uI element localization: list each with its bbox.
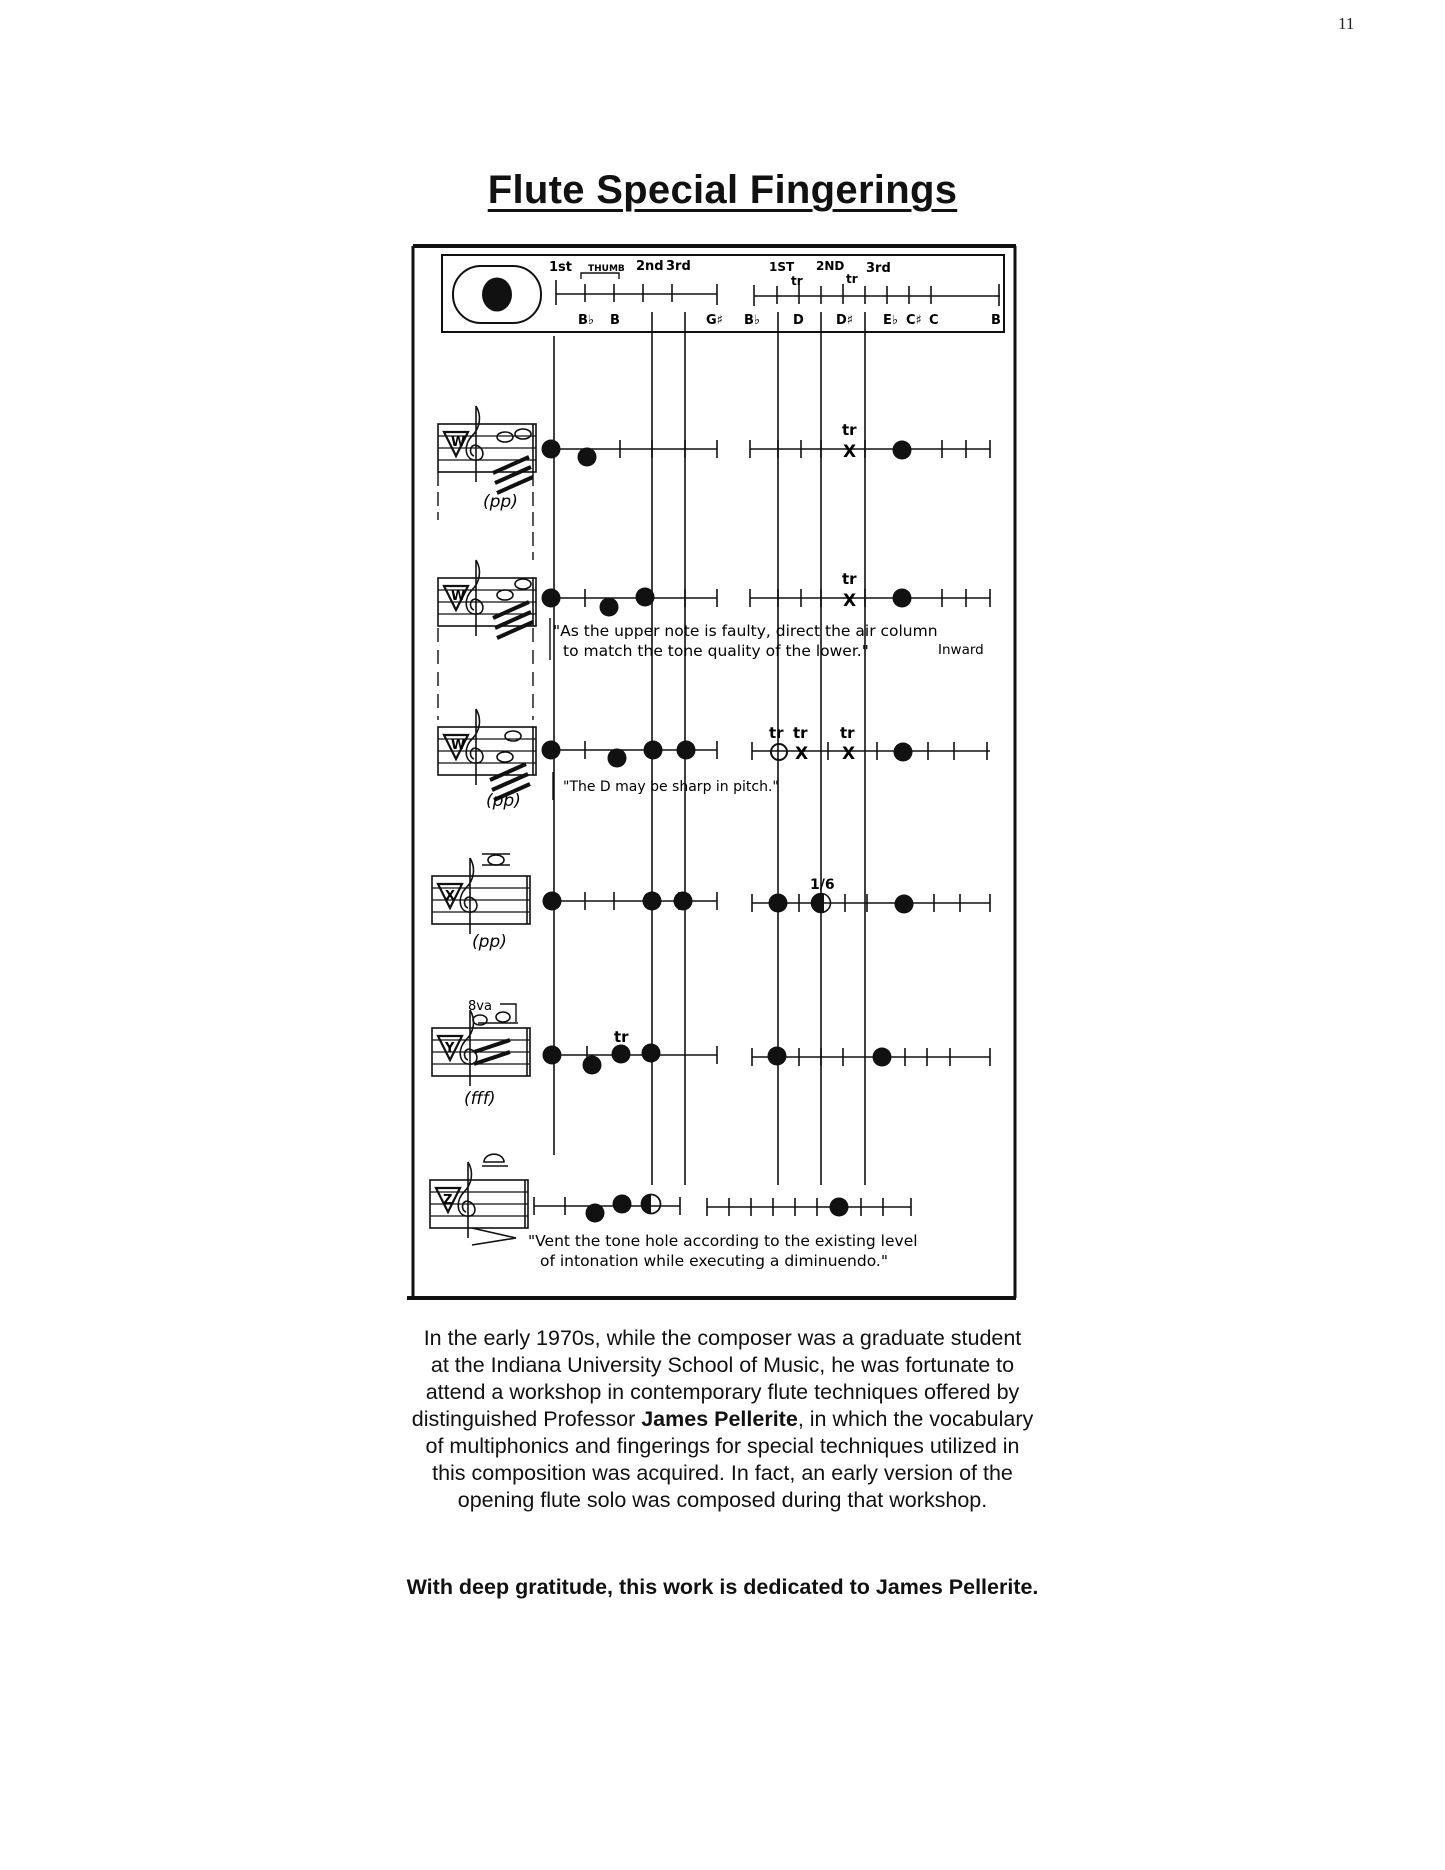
- dedication: With deep gratitude, this work is dedicated to James Pellerite.: [406, 1575, 1039, 1599]
- fingering-row-4: [432, 854, 990, 952]
- rh-tr2-label: tr: [846, 272, 858, 286]
- performance-note-inward: Inward: [938, 642, 984, 658]
- performance-note: "The D may be sharp in pitch.": [563, 779, 779, 795]
- trill-x-icon: X: [795, 744, 809, 764]
- trill-marking: tr: [840, 724, 855, 742]
- body-line: of multiphonics and fingerings for special techniques utilized in: [425, 1434, 1020, 1458]
- row-label-w: W: [451, 589, 466, 604]
- key-b-left: B: [610, 313, 620, 328]
- performance-note: "Vent the tone hole according to the existing level: [528, 1232, 918, 1250]
- header-key-diagram: [442, 255, 1004, 332]
- performance-note: "As the upper note is faulty, direct the air column: [553, 622, 938, 640]
- octave-marking: 8va: [468, 999, 492, 1014]
- dynamic-marking: (pp): [486, 791, 521, 811]
- key-d-sharp: D♯: [836, 313, 854, 328]
- body-text-span: distinguished Professor: [411, 1407, 642, 1431]
- fingering-row-3: [438, 709, 990, 811]
- trill-x-icon: X: [843, 442, 857, 462]
- page-number: 11: [1338, 14, 1355, 33]
- row-label-y: Y: [445, 1041, 455, 1056]
- rh-3rd-label: 3rd: [866, 261, 891, 276]
- trill-x-icon: X: [842, 744, 856, 764]
- closed-hole-icon: [542, 440, 561, 459]
- dynamic-marking: (fff): [464, 1089, 496, 1109]
- open-trill-key-icon: [771, 744, 787, 760]
- diminuendo-hairpin-icon: [472, 1228, 516, 1245]
- vent-fraction: 1/6: [810, 877, 835, 893]
- row-label-w: W: [451, 738, 466, 753]
- body-line: opening flute solo was composed during that workshop.: [457, 1488, 988, 1512]
- key-c: C: [929, 313, 939, 328]
- rh-1st-label: 1ST: [769, 260, 795, 274]
- trill-marking: tr: [842, 570, 857, 588]
- key-bb-left: B♭: [578, 313, 595, 328]
- closed-hole-icon: [893, 441, 912, 460]
- body-line: In the early 1970s, while the composer was a graduate student: [423, 1326, 1022, 1350]
- lh-thumb-label: THUMB: [588, 264, 625, 274]
- trill-marking: tr: [614, 1028, 629, 1046]
- fingering-row-5: [432, 999, 990, 1109]
- key-bb-right: B♭: [744, 313, 761, 328]
- rh-2nd-label: 2ND: [816, 259, 845, 273]
- chart-outer-frame: [407, 246, 1016, 1298]
- key-d: D: [793, 313, 804, 328]
- row-label-x: X: [445, 889, 456, 904]
- performance-note: of intonation while executing a diminuendo.": [540, 1252, 888, 1270]
- key-b-right: B: [991, 313, 1001, 328]
- lh-2nd-label: 2nd: [636, 259, 664, 274]
- trill-x-icon: X: [843, 591, 857, 611]
- lh-1st-label: 1st: [549, 260, 572, 275]
- column-guide-lines: [554, 312, 865, 1185]
- trill-marking: tr: [769, 724, 784, 742]
- rh-tr1-label: tr: [791, 274, 803, 288]
- trill-marking: tr: [842, 421, 857, 439]
- trill-marking: tr: [793, 724, 808, 742]
- body-line: [330, 1406, 1115, 1433]
- embouchure-hole-icon: [453, 266, 541, 323]
- lh-3rd-label: 3rd: [666, 259, 691, 274]
- key-c-sharp: C♯: [906, 313, 922, 328]
- body-line: at the Indiana University School of Music, he was fortunate to: [430, 1353, 1015, 1377]
- key-e-flat: E♭: [883, 313, 899, 328]
- professor-name: James Pellerite: [641, 1407, 798, 1431]
- body-paragraph: [330, 1325, 1115, 1514]
- closed-hole-icon: [578, 448, 597, 467]
- body-line: attend a workshop in contemporary flute techniques offered by: [425, 1380, 1020, 1404]
- key-g-sharp: G♯: [706, 313, 723, 328]
- dynamic-marking: (pp): [472, 932, 507, 952]
- body-text-span: , in which the vocabulary: [797, 1407, 1034, 1431]
- body-line: this composition was acquired. In fact, an early version of the: [432, 1461, 1013, 1485]
- fingering-row-6: [430, 1154, 918, 1270]
- fingering-row-2: [438, 560, 990, 720]
- fingering-row-1: [438, 406, 990, 560]
- page-title: Flute Special Fingerings: [487, 168, 958, 212]
- dynamic-marking: (pp): [483, 492, 518, 512]
- row-label-z: Z: [443, 1193, 453, 1208]
- performance-note: to match the tone quality of the lower.": [563, 642, 869, 660]
- row-label-w: W: [451, 435, 466, 450]
